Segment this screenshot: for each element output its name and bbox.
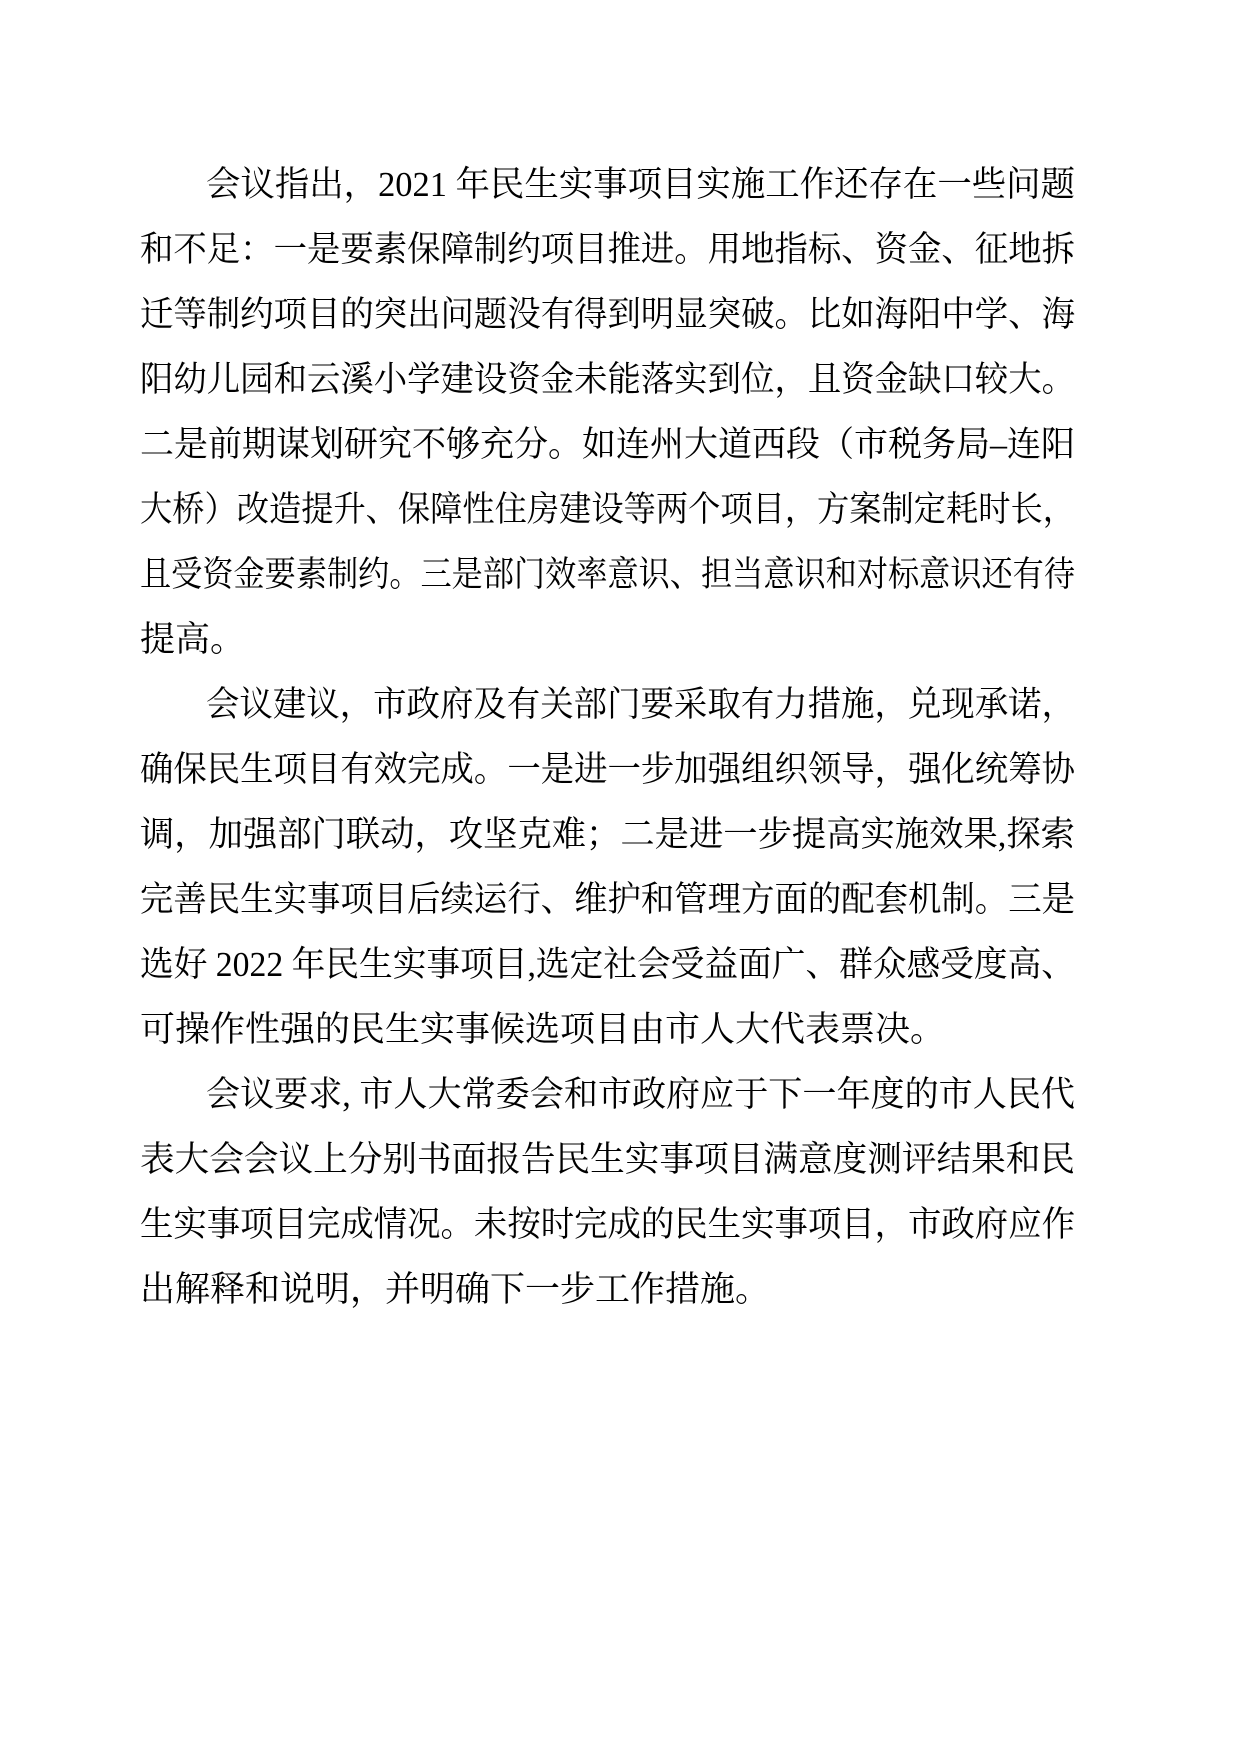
text-line-content: 调，加强部门联动，攻坚克难；二是进一步提高实施效果,探索: [140, 815, 1075, 854]
text-line: [140, 997, 1075, 1062]
text-line-content: 出解释和说明，并明确下一步工作措施。: [140, 1270, 771, 1309]
text-line: [140, 802, 1075, 867]
text-line: [140, 672, 1075, 737]
text-line: [140, 412, 1075, 477]
text-line: [140, 932, 1075, 997]
text-line: [140, 282, 1075, 347]
text-line-content: 大桥）改造提升、保障性住房建设等两个项目，方案制定耗时长，: [140, 490, 1075, 529]
text-line-content: 表大会会议上分别书面报告民生实事项目满意度测评结果和民: [140, 1140, 1075, 1179]
text-line-content: 完善民生实事项目后续运行、维护和管理方面的配套机制。三是: [140, 880, 1075, 919]
text-line-content: 会议建议，市政府及有关部门要采取有力措施，兑现承诺，: [206, 685, 1075, 724]
text-line-content: 二是前期谋划研究不够充分。如连州大道西段（市税务局–连阳: [140, 425, 1075, 464]
text-line-content: 会议要求, 市人大常委会和市政府应于下一年度的市人民代: [206, 1075, 1075, 1114]
text-line: [140, 1062, 1075, 1127]
text-line-content: 迁等制约项目的突出问题没有得到明显突破。比如海阳中学、海: [140, 295, 1075, 334]
text-line: [140, 867, 1075, 932]
text-line: [140, 217, 1075, 282]
text-line: [140, 347, 1075, 412]
text-line-content: 生实事项目完成情况。未按时完成的民生实事项目，市政府应作: [140, 1205, 1075, 1244]
text-line: [140, 152, 1075, 217]
text-line: [140, 1257, 1075, 1322]
text-line: [140, 542, 1075, 607]
text-line-content: 确保民生项目有效完成。一是进一步加强组织领导，强化统筹协: [140, 750, 1075, 789]
document-content: [140, 152, 1075, 1322]
text-line: [140, 737, 1075, 802]
text-line: [140, 477, 1075, 542]
text-line-content: 选好 2022 年民生实事项目,选定社会受益面广、群众感受度高、: [140, 945, 1075, 984]
text-line-content: 且受资金要素制约。三是部门效率意识、担当意识和对标意识还有待: [140, 555, 1075, 594]
text-line-content: 可操作性强的民生实事候选项目由市人大代表票决。: [140, 1010, 946, 1049]
text-line-content: 阳幼儿园和云溪小学建设资金未能落实到位，且资金缺口较大。: [140, 360, 1075, 399]
text-line: [140, 1192, 1075, 1257]
text-line-content: 会议指出，2021 年民生实事项目实施工作还存在一些问题: [206, 165, 1075, 204]
text-line: [140, 607, 1075, 672]
text-line-content: 提高。: [140, 620, 246, 659]
text-line-content: 和不足：一是要素保障制约项目推进。用地指标、资金、征地拆: [140, 230, 1075, 269]
text-line: [140, 1127, 1075, 1192]
